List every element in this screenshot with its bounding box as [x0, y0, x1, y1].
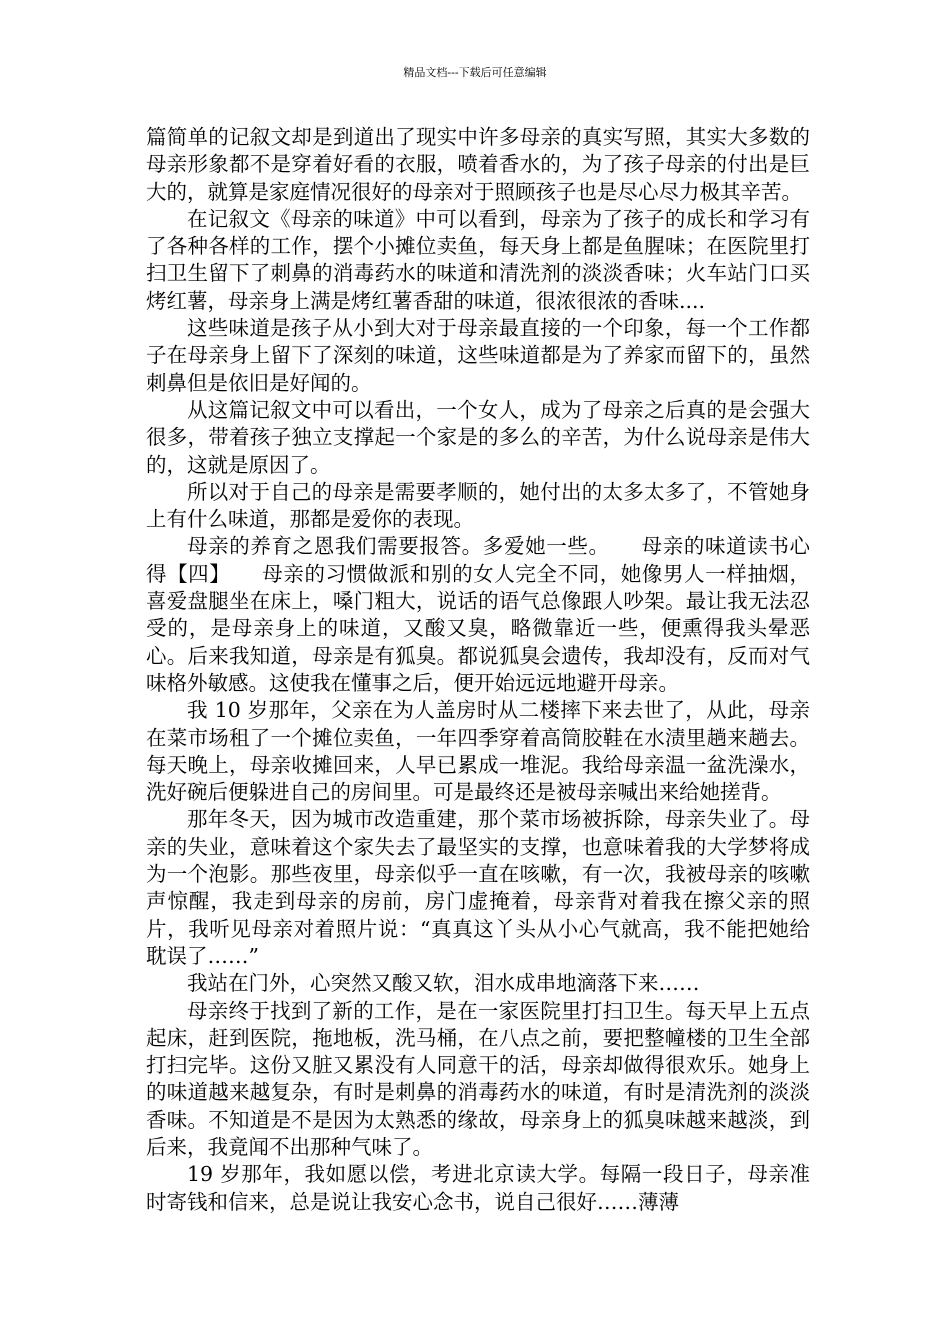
paragraph-11: 19 岁那年，我如愿以偿，考进北京读大学。每隔一段日子，母亲准时寄钱和信来，总是说让我安心念书，说自己很好……薄薄	[146, 1162, 810, 1214]
paragraph-10: 母亲终于找到了新的工作，是在一家医院里打扫卫生。每天早上五点起床，赶到医院，拖地板，洗马桶，在八点之前，要把整幢楼的卫生全部打扫完毕。这份又脏又累没有人同意干的活，母亲却做得很欢乐。她身上的味道越来越复杂，有时是刺鼻的消毒药水的味道，有时是清洗剂的淡淡香味。不知道是不是因为太熟悉的缘故，母亲身上的狐臭味越来越淡，到后来，我竟闻不出那种气味了。	[146, 998, 810, 1159]
paragraph-7: 我 10 岁那年，父亲在为人盖房时从二楼摔下来去世了，从此，母亲在菜市场租了一个摊位卖鱼，一年四季穿着高筒胶鞋在水渍里趟来趟去。每天晚上，母亲收摊回来，人早已累成一堆泥。我给母亲温一盆洗澡水，洗好碗后便躲进自己的房间里。可是最终还是被母亲喊出来给她搓背。	[146, 698, 810, 805]
page-header: 精品文档---下载后可任意编辑	[403, 66, 547, 79]
paragraph-6: 母亲的养育之恩我们需要报答。多爱她一些。 母亲的味道读书心得【四】 母亲的习惯做派和别的女人完全不同，她像男人一样抽烟，喜爱盘腿坐在床上，嗓门粗大，说话的语气总像跟人吵架。最让我无法忍受的，是母亲身上的味道，又酸又臭，略微靠近一些，便熏得我头晕恶心。后来我知道，母亲是有狐臭。都说狐臭会遗传，我却没有，反而对气味格外敏感。这使我在懂事之后，便开始远远地避开母亲。	[146, 534, 810, 695]
paragraph-4: 从这篇记叙文中可以看出，一个女人，成为了母亲之后真的是会强大很多，带着孩子独立支撑起一个家是的多么的辛苦，为什么说母亲是伟大的，这就是原因了。	[146, 397, 810, 477]
paragraph-3: 这些味道是孩子从小到大对于母亲最直接的一个印象，每一个工作都子在母亲身上留下了深刻的味道，这些味道都是为了养家而留下的，虽然刺鼻但是依旧是好闻的。	[146, 316, 810, 395]
paragraph-2: 在记叙文《母亲的味道》中可以看到，母亲为了孩子的成长和学习有了各种各样的工作，摆个小摊位卖鱼，每天身上都是鱼腥味；在医院里打扫卫生留下了刺鼻的消毒药水的味道和清洗剂的淡淡香味；火车站门口买烤红薯，母亲身上满是烤红薯香甜的味道，很浓很浓的香味....	[146, 206, 810, 313]
paragraph-5: 所以对于自己的母亲是需要孝顺的，她付出的太多太多了，不管她身上有什么味道，那都是爱你的表现。	[146, 479, 810, 532]
document-body	[146, 124, 810, 1216]
paragraph-9: 我站在门外，心突然又酸又软，泪水成串地滴落下来……	[187, 971, 700, 996]
paragraph-8: 那年冬天，因为城市改造重建，那个菜市场被拆除，母亲失业了。母亲的失业，意味着这个家失去了最坚实的支撑，也意味着我的大学梦将成为一个泡影。那些夜里，母亲似乎一直在咳嗽，有一次，我被母亲的咳嗽声惊醒，我走到母亲的房前，房门虚掩着，母亲背对着我在擦父亲的照片，我听见母亲对着照片说：“真真这丫头从小心气就高，我不能把她给耽误了……”	[146, 807, 810, 968]
paragraph-1: 篇简单的记叙文却是到道出了现实中许多母亲的真实写照，其实大多数的母亲形象都不是穿着好看的衣服，喷着香水的，为了孩子母亲的付出是巨大的，就算是家庭情况很好的母亲对于照顾孩子也是尽心尽力极其辛苦。	[146, 125, 810, 204]
